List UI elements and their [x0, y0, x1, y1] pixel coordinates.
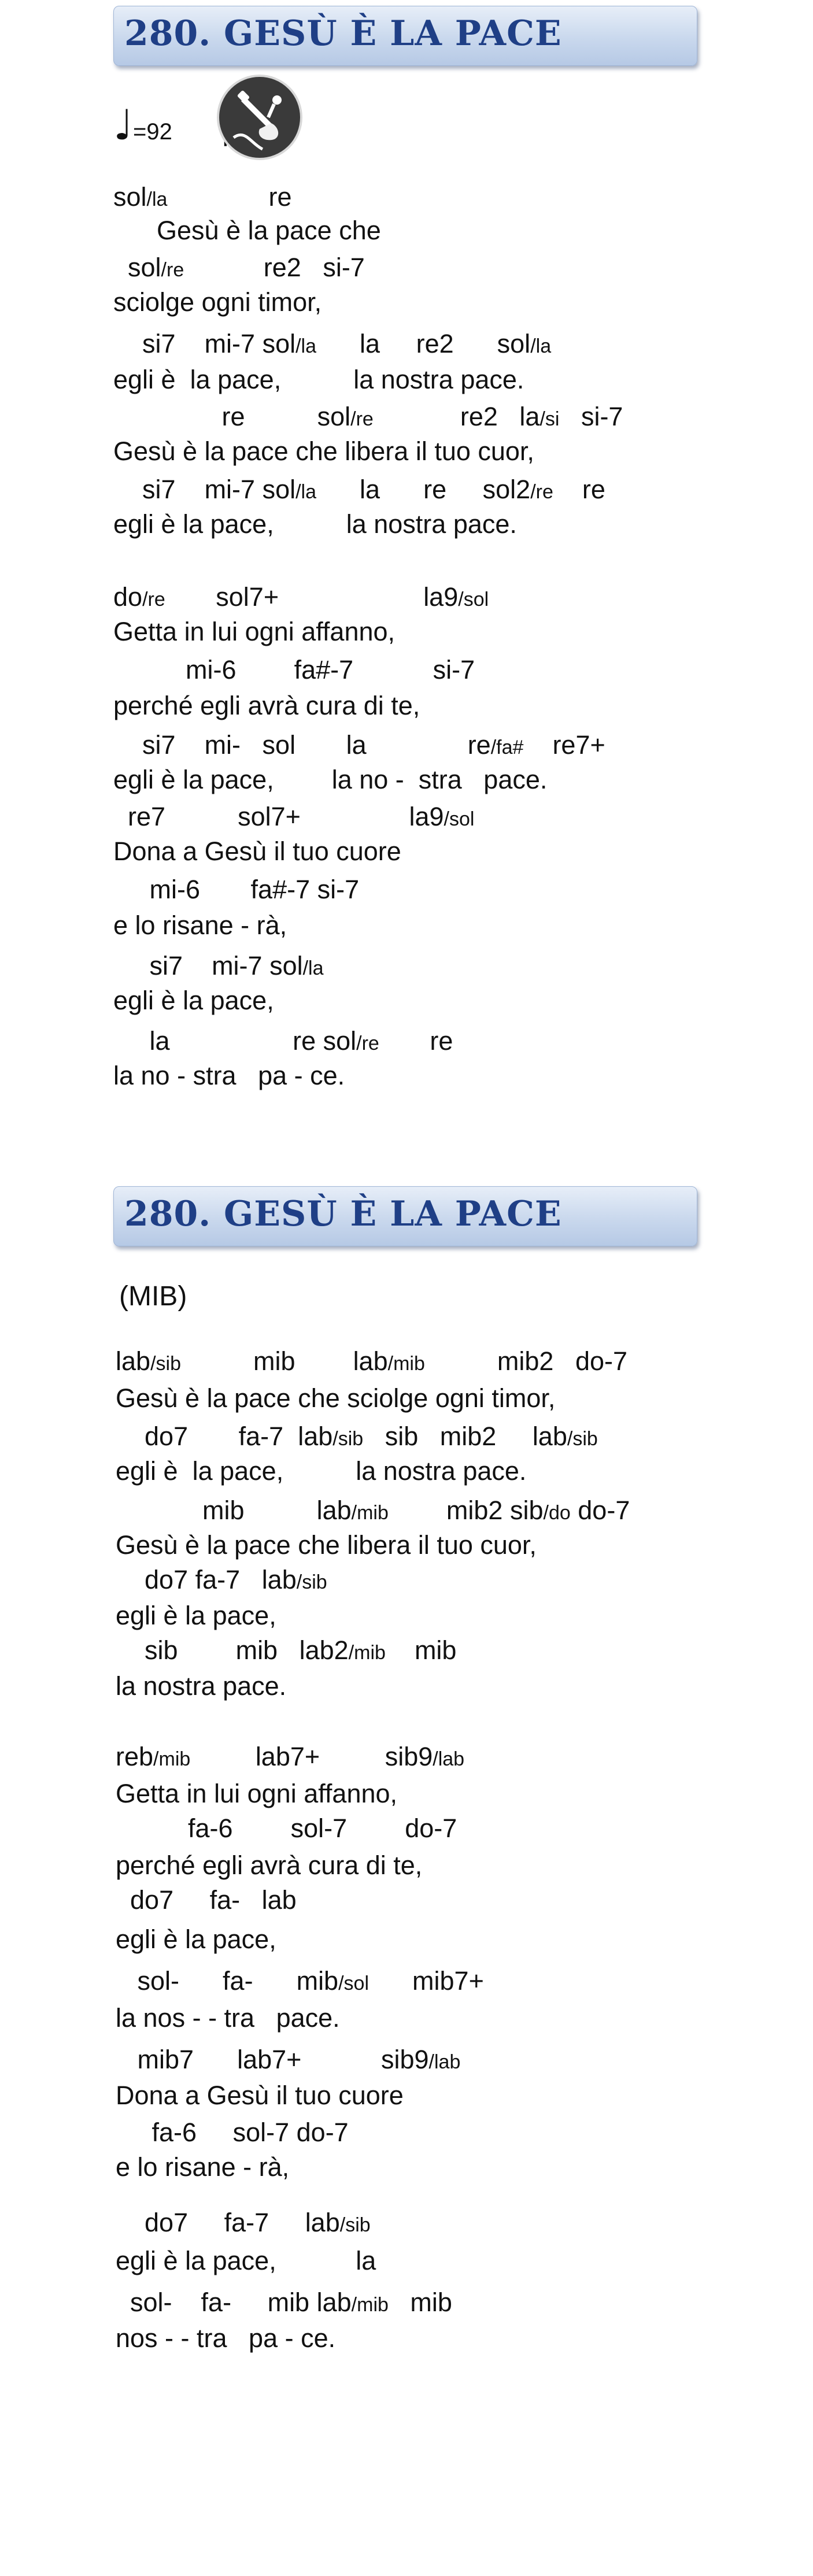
song-title-bar	[113, 6, 697, 66]
chord-line: do7 fa-7 lab/sib sib mib2 lab/sib	[145, 1422, 598, 1451]
chord-line: la re sol/re re	[149, 1026, 453, 1056]
tempo-marking	[113, 101, 172, 149]
chord-line: sol/re re2 si-7	[128, 253, 365, 282]
lyric-line: Gesù è la pace che libera il tuo cuor,	[116, 1530, 537, 1560]
chord-line: si7 mi-7 sol/la la re sol2/re re	[142, 475, 605, 504]
chord-line: mib7 lab7+ sib9/lab	[137, 2045, 461, 2074]
lyric-line: Gesù è la pace che sciolge ogni timor,	[116, 1383, 556, 1413]
chord-line: reb/mib lab7+ sib9/lab	[116, 1742, 465, 1771]
guitar-logo-icon	[216, 74, 303, 161]
chord-line: mi-6 fa#-7 si-7	[186, 655, 475, 684]
chord-line: fa-6 sol-7 do-7	[188, 1813, 457, 1843]
chord-line: mib lab/mib mib2 sib/do do-7	[202, 1496, 630, 1525]
chord-line: fa-6 sol-7 do-7	[151, 2118, 349, 2147]
tempo-value: =92	[132, 119, 172, 145]
lyric-line: e lo risane - rà,	[116, 2152, 290, 2182]
lyric-line: egli è la pace, la nostra pace.	[116, 1456, 527, 1486]
chord-line: do7 fa-7 lab/sib	[145, 2208, 371, 2237]
lyric-line: perché egli avrà cura di te,	[116, 1850, 423, 1880]
lyric-line: egli è la pace,	[116, 1601, 276, 1630]
chord-line: sib mib lab2/mib mib	[145, 1635, 457, 1665]
chord-line: sol- fa- mib lab/mib mib	[130, 2288, 452, 2317]
chord-line: si7 mi-7 sol/la la re2 sol/la	[142, 329, 552, 358]
lyric-line: sciolge ogni timor,	[113, 287, 322, 317]
chord-line: si7 mi- sol la re/fa# re7+	[142, 730, 605, 760]
lyric-line: perché egli avrà cura di te,	[113, 691, 420, 720]
lyric-line: Getta in lui ogni affanno,	[113, 617, 396, 646]
lyric-line: la no - stra pa - ce.	[113, 1061, 345, 1090]
song-title-bar-transposed	[113, 1186, 697, 1246]
quarter-note-icon: ♩	[113, 101, 133, 149]
chord-line: do7 fa-7 lab/sib	[145, 1565, 327, 1594]
chord-line: sol/la re	[113, 182, 292, 212]
lyric-line: Getta in lui ogni affanno,	[116, 1779, 398, 1808]
lyric-line: la nostra pace.	[116, 1671, 287, 1701]
lyric-line: egli è la pace,	[113, 986, 274, 1015]
lyric-line: egli è la pace,	[116, 1924, 276, 1954]
song-title-transposed: 280. GESÙ È LA PACE	[124, 1194, 562, 1234]
lyric-line: egli è la pace, la	[116, 2246, 376, 2275]
lyric-line: egli è la pace, la nostra pace.	[113, 365, 524, 394]
lyric-line: Dona a Gesù il tuo cuore	[116, 2081, 404, 2110]
key-label-transposed: (MIB)	[119, 1281, 187, 1312]
lyric-line: egli è la pace, la no - stra pace.	[113, 765, 548, 794]
chord-line: re sol/re re2 la/si si-7	[221, 402, 623, 431]
lyric-line: nos - - tra pa - ce.	[116, 2323, 336, 2353]
chord-line: mi-6 fa#-7 si-7	[149, 875, 360, 904]
lyric-line: e lo risane - rà,	[113, 911, 287, 940]
chord-line: lab/sib mib lab/mib mib2 do-7	[116, 1346, 628, 1376]
chord-line: sol- fa- mib/sol mib7+	[137, 1966, 484, 1996]
chord-line: re7 sol7+ la9/sol	[128, 802, 475, 831]
chord-line: do7 fa- lab	[130, 1885, 297, 1915]
song-title: 280. GESÙ È LA PACE	[124, 13, 562, 54]
lyric-line: Gesù è la pace che libera il tuo cuor,	[113, 436, 534, 466]
lyric-line: Dona a Gesù il tuo cuore	[113, 837, 401, 866]
chord-line: si7 mi-7 sol/la	[149, 951, 324, 980]
lyric-line: la nos - - tra pace.	[116, 2003, 340, 2033]
chord-line: do/re sol7+ la9/sol	[113, 582, 489, 612]
lyric-line: egli è la pace, la nostra pace.	[113, 509, 517, 539]
lyric-line: Gesù è la pace che	[113, 216, 381, 245]
